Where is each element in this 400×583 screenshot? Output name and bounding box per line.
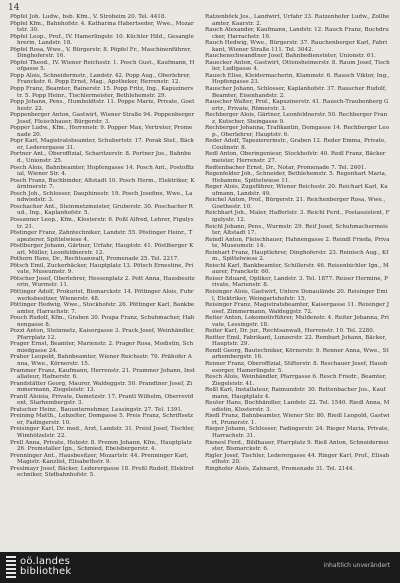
logo-line-2: bibliothek <box>20 566 72 577</box>
directory-entry: Prandstätter Georg, Maurer, Waldeggstr. 50. Prandtner Josef, Zimmermann, Ziegeleistr. 13. <box>10 380 193 394</box>
footer-notice: inhaltlich unverändert <box>323 562 390 569</box>
directory-entry: Pöpfel Theod., IV. Wiener Reichsstr. 1. Posch Gust., Kaufmann, Hofgasse 5. <box>10 59 195 73</box>
directory-entry: Popp Alois, Schneidermstr., Landstr. 42. Popp Aug., Oberlehrer, Franckstr. 6. Popp Ernst, Mag., Apotheker, Herrenstr. 12. <box>10 72 191 86</box>
directory-entry: Pöttinger Hedwig, Wwe., Stockhofstr. 26. Pöttinger Karl, Bankbeamter, Harrachstr. 7. <box>10 302 195 315</box>
directory-entry: Popper Ludw., Kfm., Herrenstr. 9. Popper Max, Vertreter, Promenade 20. <box>10 125 193 138</box>
directory-entry: Redtenbacher Ernst, Dr., Notar, Promenade 7. Tel. 2601. <box>205 164 367 171</box>
directory-entry: Pouch Rudolf, Kfm., Graben 30. Poupa Franz, Schuhmacher, Hahnengasse 8. <box>10 315 195 328</box>
directory-entry: Pöpfel Joh. Ludw., bsb. Kfm., V. Stroheim 20. Tel. 4418. <box>10 14 167 20</box>
directory-entry: Resch Alois, Weinhändler, Pfarrgasse 6. Resch Friedr., Beamter, Ziegeleistr. 41. <box>205 374 387 387</box>
directory-entry: Riedl Franz, Bahnbeamter, Wiener Str. 80. Riedl Leopold, Gastwirt, Prunerstr. 1. <box>205 413 390 426</box>
directory-entry: Reuter Hans, Buchhändler, Landstr. 22. Tel. 1540. Riedl Anna, Modistin, Klosterstr. 3. <box>205 400 390 413</box>
directory-entry: Popr Karl, Magistratsbeamter, Schubertstr. 17. Porak Stef., Bäcker, Lederergasse 31. <box>10 138 194 151</box>
directory-entry: Reder Adolf, Tapezierermstr., Graben 12. Reder Emma, Private, Coulinstr. 8. <box>205 138 387 151</box>
directory-entry: Pothorn Hans, Dr., Rechtsanwalt, Promenade 25. Tel. 2217. <box>10 256 179 263</box>
directory-entry: Rienesl Ferd., Bildhauer, Pfarrplatz 9. Rieß Anton, Schneidermeister, Bismarckstr. 6. <box>205 439 389 453</box>
directory-entry: Portner Ant., Oberoffizial, Scharitzerstr. 8. Portner Jos., Bahnbed., Unionstr. 25. <box>10 151 192 165</box>
directory-entry: Preslmayr Josef, Bäcker, Lederergasse 18. Preßl Rudolf, Elektrotechniker, Südbahnhofstr. 5. <box>10 465 194 479</box>
directory-entry: Rauscher Johann, Schlosser, Kaplanhofstr. 37. Rauscher Rudolf, Beamter, Eisenhandstr. 2. <box>205 86 387 99</box>
directory-entry: Rigler Josef, Tischler, Lederergasse 44. Ringer Karl, Prof., Elisabethstr. 20. <box>205 452 390 466</box>
directory-entry: Rausch Elise, Kleidermacherin, Klammstr. 6. Rausch Viktor, Ing., Hopfengasse 23. <box>205 72 390 86</box>
directory-entry: Reitter Emil, Fabrikant, Lunzerstr. 22. Rembart Johann, Bäcker, Hauptstr. 29. <box>205 334 387 348</box>
directory-entry: Rauecker Anton, Gastwirt, Ottensheimerstr. 8. Raum Josef, Tischler, Ludlgasse 4. <box>205 59 390 73</box>
left-column <box>10 14 195 479</box>
directory-entry: Possanner Leop., Kfm., Klosterstr. 6. Poßl Alfred, Lehrer, Figulystr. 21. <box>10 216 194 230</box>
directory-entry: Popp Johann, Pens., Humboldtstr. 11. Poppe Marie, Private, Goethestr. 22. <box>10 99 195 112</box>
directory-entry: Pöpfel Rosa, Wwe., V. Bürgerstr. 8. Pöpfel Fr., Maschinenführer, Dinghoferstr. 16. <box>10 46 192 60</box>
directory-entry: Reindl Anton, Fleischhauer, Hahnengasse 2. Reindl Frieda, Private, Museumstr. 14. <box>205 236 390 250</box>
footer-bar <box>0 552 400 583</box>
directory-entry: Popp Franz, Beamter, Rainerstr. 15. Popp Fritz, Ing., Kapuzinerstr. 5. Popp Heinr., Tischlermeister, Bethlehemstr. 29. <box>10 86 194 99</box>
directory-entry: Poschacher Ant., Steinmetzmeister, Gruberstr. 30. Poschacher Rud., Ing., Kaplanhofstr. 5. <box>10 203 193 217</box>
directory-entry: Rechberger Johanna, Trafikantin, Domgasse 14. Rechberger Leop., Oberlehrer, Hauptstr. 6. <box>205 125 389 138</box>
directory-entry: Renner Franz, Oberoffizial, Stifterstr. 8. Reschauer Josef, Hausbesorger, Hamerlingstr. 5. <box>205 360 388 374</box>
directory-entry: Posch Franz, Buchbinder, Altstadt 10. Posch Herm., Elektriker, Kärntnerstr. 7. <box>10 177 195 191</box>
directory-entry: Prenninger Ant., Hausbesitzer, Mozartstr. 44. Prenninger Karl, Magistr.-Kanzlist, Elisabethstr. 9. <box>10 452 189 466</box>
directory-entry: Reßl Karl, Installateur, Raimundstr. 30. Rettenbacher Jos., Kaufmann, Hauptplatz 4. <box>205 387 386 400</box>
directory-entry: Rechberger Alois, Gärtner, Leonfeldnerstr. 50. Rechberger Franz, Kutscher, Steingasse 9. <box>205 112 388 125</box>
directory-entry: Ratzenböck Jos., Landwirt, Urfahr 33. Ratzenhofer Ludw., Zollbeamter, Kaarstr. 2. <box>205 14 390 27</box>
directory-entry: Pöstlberger Johann, Gärtner, Urfahr, Hauptstr. 41. Pöstlberger Karl, Müller, Leonfeldnerstr. 12. <box>10 243 194 256</box>
directory-entry: Rauscher Walter, Prof., Kapuzinerstr. 41. Rausch-Traubenberg Gertr., Private, Römerstr. 3. <box>205 99 389 112</box>
directory-entry: Posch Alois, Bahnbeamter, Hopfengasse 14. Posch Ant., Postoffizial, Wiener Str. 4. <box>10 164 194 178</box>
directory-entry: Rieger Johann, Schlosser, Fadingerstr. 24. Rieger Maria, Private, Harrachstr. 31. <box>205 426 390 439</box>
directory-entry: Reichel Anton, Prof., Bürgerstr. 21. Reichenberger Rosa, Wwe., Goethestr. 10. <box>205 197 386 210</box>
directory-entry: Reischl Karl, Bankbeamter, Schillerstr. 46. Reisenbichler Ign., Maurer, Franckstr. 60. <box>205 262 389 276</box>
directory-entry: Pötscher Josef, Oberlehrer, Hessenplatz 2. Pott Anna, Hausbesitzerin, Wurmstr. 11. <box>10 275 195 289</box>
directory-entry: Preining Matth., Lebzelter, Domgasse 5. Preis Franz, Schriftsetzer, Fadingerstr. 10. <box>10 413 194 426</box>
logo-line-1: oö.landes <box>20 556 70 567</box>
directory-entry: Prager Ernst, Beamter, Marienstr. 2. Prager Rosa, Modistin, Schmiedgasse 24. <box>10 341 194 354</box>
directory-entry: Reinhart Franz, Hauptlehrer, Dinghoferstr. 23. Reinisch Aug., Kfm., Spittelwiese 2. <box>205 249 389 263</box>
directory-entry: Reisinger Franz, Magistratsbeamter, Kaisergasse 11. Reisinger Josef, Zimmermann, Waldeggstr. 72. <box>205 302 390 315</box>
directory-entry: Ringhofer Alois, Zahnarzt, Promenade 31. Tel. 2144. <box>205 465 355 472</box>
directory-entry: Rauch Alexander, Kaufmann, Landstr. 12. Rauch Franz, Buchdrucker, Harrachstr. 19. <box>205 27 389 40</box>
directory-entry: Prantl Aloisia, Private, Dametzstr. 17. Prantl Wilhelm, Oberrevident, Starhembergstr. 3. <box>10 393 194 407</box>
directory-entry: Reiser Eduard, Optiker, Landstr. 3. Tel. 1877. Reiser Hermine, Private, Marienstr. 8. <box>205 275 388 289</box>
directory-entry: Prammer Franz, Kaufmann, Herrenstr. 21. Prammer Johann, Installateur, Hafnerstr. 6. <box>10 367 195 381</box>
directory-entry: Rauchenschwandtner Josef, Bahnbediensteter, Unionstr. 61. <box>205 53 376 60</box>
directory-entry: Poppenberger Anton, Gastwirt, Wiener Straße 94. Poppenberger Josef, Fleischhauer, Bürgerstr. 3. <box>10 112 195 125</box>
directory-entry: Redl Anton, Oberingenieur, Stockhofstr. 40. Redl Franz, Bäckermeister, Herrenstr. 27. <box>205 151 386 165</box>
directory-entry: Regenfelder Joh., Schneider, Bethlehemstr. 5. Regenhart Maria, Hebamme, Spittelwiese 11. <box>205 171 387 184</box>
directory-entry: Reisinger Alois, Gastwirt, Untere Donaulände 20. Reisinger Emil, Elektriker, Weingartshofstr. 15. <box>205 288 388 302</box>
directory-entry: Praher Leopold, Bahnbeamter, Wiener Reichsstr. 76. Prähofer Anna, Wwe., Körnerstr. 15. <box>10 354 192 367</box>
logo-stripes-icon <box>6 556 16 578</box>
directory-entry: Posch Joh., Schlosser, Dauphinestr. 19. Posch Josefine, Wwe., Landwiedstr. 3. <box>10 190 193 204</box>
directory-entry: Reichhart Joh., Maler, Hafferlstr. 3. Reichl Ferd., Postassistent, Figulystr. 12. <box>205 210 390 223</box>
directory-entry: Pöpfel Kfm., Bahnhofstr. 4. Katharina Habertseder, Wwe., Mozartstr. 30. <box>10 20 194 34</box>
page-number: 14 <box>8 3 20 13</box>
right-column <box>205 14 390 472</box>
directory-entry: Reiter Anton, Lokomotivführer, Muldenstr. 4. Reiter Johanna, Private, Lessingstr. 18. <box>205 315 389 328</box>
directory-entry: Rauch Hedwig, Wwe., Bürgerstr. 37. Rauchenberger Karl, Fabrikant, Wiener Straße 111. Tel. 3042. <box>205 40 388 53</box>
directory-entry: Rendl Georg, Bautechniker, Körnerstr. 9. Renner Anna, Wwe., Starhembergstr. 16. <box>205 347 389 361</box>
directory-entry: Prell Anna, Private, Holzstr. 8. Premm Johann, Kfm., Hauptplatz 26. Premstaller Ign., Schmied, Ebelsbergerstr. 4. <box>10 439 192 453</box>
directory-entry: Pöpfel Leop., Prof., IV. Hamerlingstr. 10. Küchler Hild., Gesanglehrerin, Landstr. 18. <box>10 33 194 47</box>
directory-entry: Pöstinger Franz, Zahntechniker, Landstr. 55. Pöstinger Heinr., Tapezierer, Spittelwiese 4. <box>10 230 193 243</box>
directory-entry: Preisinger Karl, Dr. med., Arzt, Landstr. 31. Preisl Josef, Tischler, Wimhölzelstr. 22. <box>10 426 195 439</box>
directory-entry: Reger Alois, Zugsführer, Wiener Reichsstr. 20. Reichart Karl, Kaufmann, Landstr. 49. <box>205 184 388 197</box>
directory-entry: Pratscher Heinr., Bauunternehmer, Lessingstr. 27. Tel. 1391. <box>10 406 183 413</box>
directory-entry: Pöttinger Adolf, Prokurist, Bismarckstr. 14. Pöttinger Alois, Fuhrwerksbesitzer, Wienerstr. 48. <box>10 288 194 302</box>
directory-entry: Pozzi Anton, Steinmetz, Kaisergasse 3. Prack Josef, Weinhändler, Pfarrplatz 12. <box>10 328 195 341</box>
directory-entry: Reichl Johann, Pens., Wurmstr. 29. Reif Josef, Schuhmachermeister, Altstadt 17. <box>205 223 388 237</box>
directory-entry: Reiter Karl, Dr. jur., Rechtsanwalt, Herrenstr. 10. Tel. 2280. <box>205 328 375 335</box>
directory-entry: Pötsch Emil, Zuckerbäcker, Hauptplatz 13. Pötsch Ernestine, Private, Museumstr. 9. <box>10 262 194 276</box>
library-logo <box>6 556 71 578</box>
